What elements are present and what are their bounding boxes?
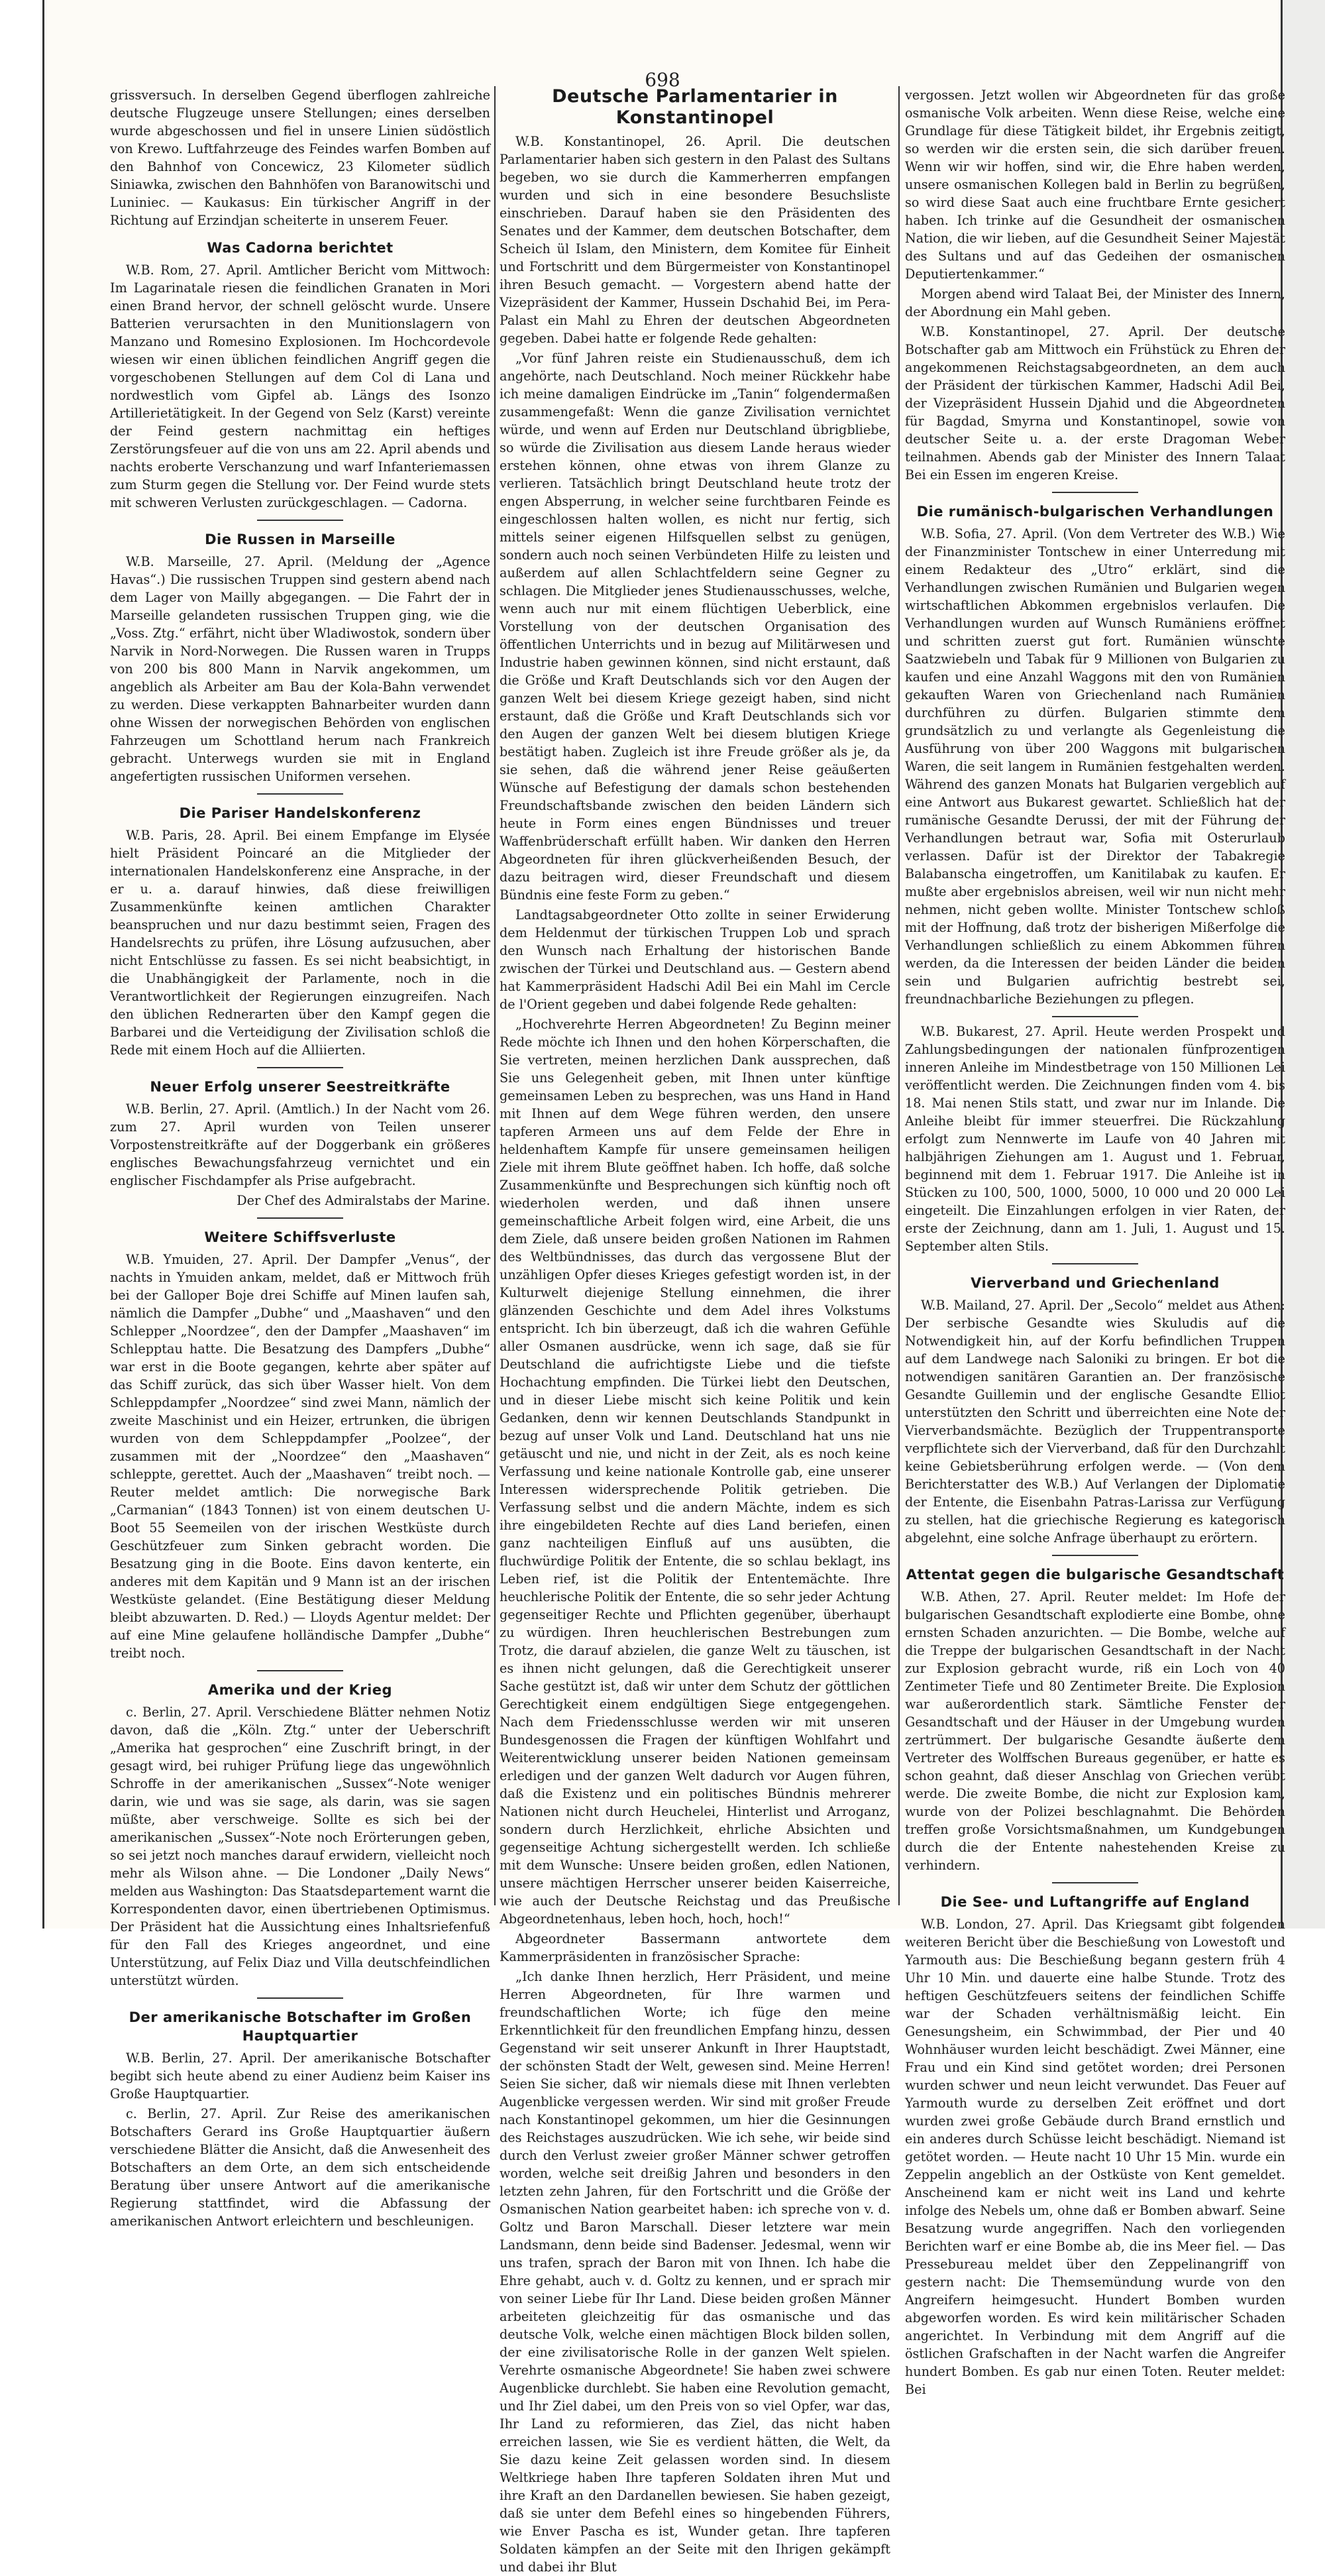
column-3-lead-2: Morgen abend wird Talaat Bei, der Minister des Innern, der Abordnung ein Mahl geben. bbox=[905, 286, 1285, 319]
column-1 bbox=[110, 86, 490, 2229]
article-separator bbox=[1052, 1882, 1138, 1883]
article-parlamentarier-text-4: „Hochverehrte Herren Abgeordneten! Zu Beginn meiner Rede möchte ich Ihnen und den hohen Körperschaften, die Sie vertreten, meinen herzlichen Dank aussprechen, daß Sie uns Gelegenheit geben, mit Ihnen unter künftige gemeinsamen Leben zu besprechen, was uns Hand in Hand mit Ihnen auf dem Wege führen werden, den unsere tapferen Armeen uns auf dem Felde der Ehre in heldenhaftem Kampfe für unsere gemeinsamen heiligen Ziele mit ihrem Blute geöffnet haben. Ich hoffe, daß solche Zusammenkünfte und Besprechungen sich künftig noch oft wiederholen werden, und daß ihnen unsere gemeinschaftliche Arbeit folgen wird, eine Arbeit, die uns dem Ziele, daß unsere beiden großen Nationen im Rahmen des Weltbündnisses, das durch das vergossene Blut der unzähligen Opfer dieses Krieges gefestigt worden ist, in der Kulturwelt diejenige Stellung einnehmen, die ihrer glänzenden Geschichte und dem Adel ihres Volkstums entspricht. Ich bin überzeugt, daß ich die wahren Gefühle aller Osmanen ausdrücke, wenn ich sage, daß sie für Deutschland die aufrichtigste Liebe und die tiefste Hochachtung empfinden. Die Türkei liebt den Deutschen, und in dieser Liebe mischt sich keine Politik und kein Gedanken, denn wir kennen Deutschlands Standpunkt in bezug auf unser Volk und Land. Deutschland hat uns nie getäuscht und nie, und nicht in der Zeit, als es noch keine Verfassung und keine nationale Kontrolle gab, eine unserer Interessen widersprechende Politik getrieben. Die Verfassung selbst und die andern Mächte, indem es sich ihre eingebildeten Rechte auf dies Land beriefen, einen ganz nachteiligen Einfluß auf uns ausübten, die fluchwürdige Politik der Entente, die so schlau beklagt, ins Leben rief, ist die Politik der Ententemächte. Ihre heuchlerische Politik der Entente, die so sehr jeder Achtung gegenseitiger Rechte und Pflichten gegenüber, überhaupt zu würdigen. Ihren heuchlerischen Bestrebungen zum Trotz, die darauf abzielen, die ganze Welt zu täuschen, ist es ihnen nicht gelungen, daß die Gerechtigkeit unserer Sache gestützt ist, daß wir unter dem Schutz der göttlichen Gerechtigkeit einem endgültigen Siege entgegengehen. Nach dem Friedensschlusse werden wir mit unseren Bundesgenossen die Fragen der künftigen Wohlfahrt und Weiterentwicklung unserer beiden Nationen gemeinsam erledigen und der ganzen Welt dadurch vor Augen führen, daß die Existenz und ein politisches Bündnis mehrerer Nationen nicht durch Heuchelei, Hinterlist und Arroganz, sondern durch Herzlichkeit, ehrliche Absichten und gegenseitige Achtung sichergestellt werden. Ich schließe mit dem Wunsche: Unsere beiden großen, edlen Nationen, unsere mächtigen Herrscher unserer beiden Kaiserreiche, wie auch der Deutsche Reichstag und das Preußische Abgeordnetenhaus, leben hoch, hoch, hoch!“ bbox=[500, 1017, 890, 1927]
article-vierverband-griechenland-text: W.B. Mailand, 27. April. Der „Secolo“ meldet aus Athen: Der serbische Gesandte wies Skuludis auf die Notwendigkeit hin, auf der Korfu befindlichen Truppen auf dem Landwege nach Saloniki zu bringen. Er bot die notwendigen sanitären Garantien an. Der französische Gesandte Guillemin und der englische Gesandte Elliot unterstützten den Schritt und überreichten eine Note der Vierverbandsmächte. Bezüglich der Truppentransporte verpflichtete sich der Vierverband, daß für den Durchzahlt keine Gebietsberührung erfolgen werde. — (Von dem Berichterstatter des W.B.) Auf Verlangen der Diplomatie der Entente, die Eisenbahn Patras-Larissa zur Verfügung zu stellen, hat die griechische Regierung es kategorisch abgelehnt, eine solche Anfrage überhaupt zu erörtern. bbox=[905, 1298, 1285, 1545]
headline-parlamentarier-konstantinopel: Deutsche Parlamentarier in Konstantinopel bbox=[552, 86, 838, 128]
article-parlamentarier-text-1: W.B. Konstantinopel, 26. April. Die deutschen Parlamentarier haben sich gestern in den Palast des Sultans begeben, wo sie durch die Kammerherren empfangen wurden und sich in eine besondere Besuchsliste einschrieben. Darauf haben sie den Präsidenten des Senates und der Kammer, dem deutschen Botschafter, dem Scheich ül Islam, den Ministern, dem Komitee für Einheit und Fortschritt und dem Bürgermeister von Konstantinopel ihren Besuch gemacht. — Vorgestern abend hatte der Vizepräsident der Kammer, Hussein Dschahid Bei, im Pera-Palast ein Mahl zu Ehren der deutschen Abgeordneten gegeben. Dabei hatte er folgende Rede gehalten: bbox=[500, 134, 890, 346]
headline-rumaenisch-bulgarisch: Die rumänisch-bulgarischen Verhandlungen bbox=[916, 504, 1274, 520]
page-number: 698 bbox=[645, 69, 680, 91]
article-luftangriffe-england-text: W.B. London, 27. April. Das Kriegsamt gibt folgenden weiteren Bericht über die Beschießung von Lowestoft und Yarmouth aus: Die Beschießung begann gestern früh 4 Uhr 10 Min. und dauerte eine halbe Stunde. Trotz des heftigen Geschützfeuers seitens der feindlichen Schiffe war der Schaden verhältnismäßig leicht. Ein Genesungsheim, ein Schwimmbad, der Pier und 40 Wohnhäuser wurden leicht beschädigt. Zwei Männer, eine Frau und ein Kind sind getötet worden; drei Personen wurden schwer und neun leicht verwundet. Das Feuer auf Yarmouth wurde zu derselben Zeit eröffnet und dort wurden zwei große Gebäude durch Brand ernstlich und ein anderes durch Schüsse leicht beschädigt. Niemand ist getötet worden. — Heute nacht 10 Uhr 15 Min. wurde ein Zeppelin angeblich an der Ostküste von Kent gemeldet. Anscheinend kam er nicht weit ins Land und kehrte infolge des Nebels um, ohne daß er Bomben abwarf. Seine Besatzung wurde angegriffen. Nach den vorliegenden Berichten warf er eine Bombe ab, die ins Meer fiel. — Das Pressebureau meldet über den Zeppelinangriff von gestern nacht: Die Themsemündung wurde von den Angreifern heimgesucht. Hundert Bomben wurden abgeworfen worden. Es wird kein militärischer Schaden angerichtet. In Verbindung mit dem Angriff auf die östlichen Grafschaften in der Nacht warfen die Angreifer hundert Bomben. Es gab nur einen Toten. Reuter meldet: Bei bbox=[905, 1917, 1285, 2397]
headline-schiffsverluste: Weitere Schiffsverluste bbox=[204, 1229, 396, 1245]
article-botschafter-text-1: W.B. Berlin, 27. April. Der amerikanische Botschafter begibt sich heute abend zu einer Audienz beim Kaiser ins Große Hauptquartier. bbox=[110, 2050, 490, 2101]
article-separator bbox=[1052, 1555, 1138, 1556]
article-cadorna-text: W.B. Rom, 27. April. Amtlicher Bericht vom Mittwoch: Im Lagarinatale riesen die feindlichen Granaten in Mori einen Brand hervor, der schnell gelöscht wurde. Unsere Batterien verursachten in den Munitionslagern von Manzano und Romesino Explosionen. Im Hochcordevole wiesen wir einen üblichen feindlichen Angriff gegen die vorgeschobenen Stellungen auf dem Col di Lana und nordwestlich vom Gipfel ab. Längs des Isonzo Artillerietätigkeit. In der Gegend von Selz (Karst) vereinte der Feind gestern nachmittag ein heftiges Zerstörungsfeuer auf die von uns am 22. April abends und nachts eroberte Verschanzung und warf Infanteriemassen zum Sturm gegen die Stellung vor. Der Feind wurde stets mit schweren Verlusten zurückgeschlagen. — Cadorna. bbox=[110, 262, 490, 510]
article-schiffsverluste-text: W.B. Ymuiden, 27. April. Der Dampfer „Venus“, der nachts in Ymuiden ankam, meldet, daß er Mittwoch früh bei der Galloper Boje drei Schiffe auf Minen laufen sah, nämlich die Dampfer „Dubhe“ und „Maashaven“ und den Schlepper „Noordzee“, den der Dampfer „Maashaven“ im Schlepptau hatte. Die Besatzung des Dampfers „Dubhe“ war erst in die Boote gegangen, kehrte aber später auf das Schiff zurück, das sich über Wasser hielt. Von dem Schleppdampfer „Noordzee“ sind zwei Mann, nämlich der zweite Maschinist und ein Heizer, ertrunken, die übrigen wurden von dem Schleppdampfer „Poolzee“, der zusammen mit der „Noordzee“ den „Maashaven“ schleppte, gerettet. Auch der „Maashaven“ treibt noch. — Reuter meldet amtlich: Die norwegische Bark „Carmanian“ (1843 Tonnen) ist von einem deutschen U-Boot 55 Seemeilen von der irischen Westküste durch Geschützfeuer zum Sinken gebracht worden. Die Besatzung ging in die Boote. Eins davon kenterte, ein anderes mit dem Kapitän und 9 Mann ist an der irischen Westküste gelandet. (Eine Bestätigung dieser Meldung bleibt abzuwarten. D. Red.) — Lloyds Agentur meldet: Der auf eine Mine gelaufene holländische Dampfer „Dubhe“ treibt noch. bbox=[110, 1252, 490, 1661]
article-separator bbox=[1052, 492, 1138, 493]
article-attentat-gesandtschaft-text: W.B. Athen, 27. April. Reuter meldet: Im Hofe der bulgarischen Gesandtschaft explodierte eine Bombe, ohne ernsten Schaden anzurichten. — Die Bombe, welche auf die Treppe der bulgarischen Gesandtschaft in der Nacht zur Explosion gebracht wurde, riß ein Loch von 40 Zentimeter Tiefe und 80 Zentimeter Breite. Die Explosion war außerordentlich stark. Sämtliche Fenster der Gesandtschaft und der Häuser in der Umgebung wurden zertrümmert. Der bulgarische Gesandte äußerte dem Vertreter des Wolffschen Bureaus gegenüber, er hatte es schon geahnt, daß dieser Anschlag von Griechen verübt werde. Die zweite Bombe, die nicht zur Explosion kam, wurde von der Polizei beschlagnahmt. Die Behörden treffen große Vorsichtsmaßnahmen, um Kundgebungen durch die der Entente nahestehenden Kreise zu verhindern. bbox=[905, 1589, 1285, 1873]
article-separator bbox=[257, 1217, 343, 1219]
headline-botschafter-hauptquartier: Der amerikanische Botschafter im Großen Hauptquartier bbox=[129, 2009, 472, 2044]
headline-pariser-handelskonferenz: Die Pariser Handelskonferenz bbox=[179, 805, 421, 821]
article-seestreitkraefte-text: W.B. Berlin, 27. April. (Amtlich.) In der Nacht vom 26. zum 27. April wurden von Teilen unserer Vorpostenstreitkräfte auf der Doggerbank ein größeres englisches Bewachungsfahrzeug vernichtet und ein englischer Fischdampfer als Prise aufgebracht. bbox=[110, 1101, 490, 1188]
headline-attentat-gesandtschaft: Attentat gegen die bulgarische Gesandtschaft bbox=[906, 1567, 1285, 1583]
article-parlamentarier-text-3: Landtagsabgeordneter Otto zollte in seiner Erwiderung dem Heldenmut der türkischen Truppen Lob und sprach den Wunsch nach Erhaltung der historischen Bande zwischen der Türkei und Deutschland aus. — Gestern abend hat Kammerpräsident Hadschi Adil Bei ein Mahl im Cercle de l'Orient gegeben und dabei folgende Rede gehalten: bbox=[500, 907, 890, 1012]
article-separator bbox=[257, 1997, 343, 1999]
article-separator bbox=[257, 1670, 343, 1671]
article-seestreitkraefte-signature: Der Chef des Admiralstabs der Marine. bbox=[237, 1193, 490, 1208]
column-3-lead-1: vergossen. Jetzt wollen wir Abgeordneten für das große osmanische Volk arbeiten. Wenn diese Reise, welche eine Grundlage für diese Tätigkeit bildet, ihr Ergebnis zeitigt, so werden wir die ersten sein, die sich darüber freuen. Wenn wir wir hoffen, sind wir, die Ehre haben werden, unsere osmanischen Kollegen bald in Berlin zu begrüßen, so wird diese Saat auch eine fruchtbare Ernte gesichert haben. Ich trinke auf die Gesundheit der osmanischen Nation, die wir lieben, auf die Gesundheit Seiner Majestät des Sultans und auf das Gedeihen der osmanischen Deputiertenkammer.“ bbox=[905, 87, 1285, 282]
headline-russen-marseille: Die Russen in Marseille bbox=[205, 532, 396, 547]
headline-cadorna: Was Cadorna berichtet bbox=[207, 240, 394, 256]
left-scan-margin bbox=[0, 0, 44, 1929]
article-separator bbox=[257, 793, 343, 795]
column-3-lead-3: W.B. Konstantinopel, 27. April. Der deutsche Botschafter gab am Mittwoch ein Frühstück zu Ehren der angekommenen Reichstagsabgeordneten, an dem auch der Präsident der türkischen Kammer, Hadschi Adil Bei, der Vizepräsident Hussein Djahid und die Abgeordneten für Bagdad, Smyrna und Konstantinopel, sowie von deutscher Seite u. a. der erste Dragoman Weber teilnahmen. Abends gab der Minister des Innern Talaat Bei ein Essen im engeren Kreise. bbox=[905, 324, 1285, 482]
article-separator bbox=[1052, 1016, 1138, 1017]
column-3 bbox=[905, 86, 1285, 2397]
article-botschafter-text-2: c. Berlin, 27. April. Zur Reise des amerikanischen Botschafters Gerard ins Große Hauptquartier äußern verschiedene Blätter die Ansicht, daß die Anwesenheit des Botschafters an dem Orte, an dem sich entscheidende Beratung über unsere Antwort auf die amerikanische Regierung stattfindet, wird die Abfassung der amerikanischen Antwort erleichtern und beschleunigen. bbox=[110, 2106, 490, 2229]
article-parlamentarier-text-5: Abgeordneter Bassermann antwortete dem Kammerpräsidenten in französischer Sprache: bbox=[500, 1931, 890, 1964]
article-parlamentarier-text-2: „Vor fünf Jahren reiste ein Studienausschuß, dem ich angehörte, nach Deutschland. Noch meiner Rückkehr habe ich meine damaligen Eindrücke im „Tanin“ folgendermaßen zusammengefaßt: Wenn die ganze Zivilisation vernichtet würde, und wenn auf Erden nur Deutschland übrigbliebe, so würde die Zivilisation aus diesem Lande heraus wieder erstehen können, ohne etwas von ihrem Glanze zu verlieren. Tatsächlich bringt Deutschland heute trotz der engen Absperrung, in welcher seine furchtbaren Feinde es eingeschlossen halten wollen, es nicht nur fertig, sich mittels seiner eigenen Hilfsquellen selbst zu genügen, sondern auch noch seinen Verbündeten Hilfe zu leisten und außerdem auf allen Schlachtfeldern seine Gegner zu schlagen. Die Mitglieder jenes Studienausschusses, welche, wenn auch nur mit einem flüchtigen Ueberblick, eine Vorstellung von der deutschen Organisation des öffentlichen Unterrichts und in bezug auf Militärwesen und Industrie haben gewinnen können, sind nicht erstaunt, daß die Größe und Kraft Deutschlands sich vor den Augen der ganzen Welt bei diesem Kriege gezeigt haben, sind nicht erstaunt, daß die Größe und Kraft Deutschlands sich vor den Augen der ganzen Welt bei diesem blutigen Kriege bestätigt haben. Zugleich ist ihre Freude größer als je, da sie sehen, daß die während jener Reise geäußerten Wünsche auf Befestigung der damals schon bestehenden Freundschaftsbande zwischen den beiden Ländern sich heute in Form eines engen Bündnisses und treuer Waffenbrüderschaft erfüllt haben. Wir danken den Herren Abgeordneten für ihren glückverheißenden Besuch, der dazu beitragen wird, dieser Freundschaft und diesem Bündnis eine feste Form zu geben.“ bbox=[500, 351, 890, 903]
column-rule-2 bbox=[898, 86, 900, 1905]
article-pariser-handelskonferenz-text: W.B. Paris, 28. April. Bei einem Empfange im Elysée hielt Präsident Poincaré an die Mitglieder der internationalen Handelskonferenz eine Ansprache, in der er u. a. darauf hinwies, daß diese freiwilligen Zusammenkünfte keinen amtlichen Charakter beanspruchen und nur dazu bestimmt seien, Fragen des Handelsrechts zu prüfen, ihre Lösung aufzusuchen, aber nicht Entschlüsse zu fassen. Es sei nicht beabsichtigt, in die Unabhängigkeit der Parlamente, noch in die Verantwortlichkeit der Regierungen einzugreifen. Nach den üblichen Rednerarten über den Kampf gegen die Barbarei und die Verteidigung der Zivilisation schloß die Rede mit einem Hoch auf die Alliierten. bbox=[110, 828, 490, 1058]
article-rumaenisch-bulgarisch-text-1: W.B. Sofia, 27. April. (Von dem Vertreter des W.B.) Wie der Finanzminister Tontschew in einer Unterredung mit einem Redakteur des „Utro“ erklärt, sind die Verhandlungen zwischen Rumänien und Bulgarien wegen wirtschaftlichen Abkommen ergebnislos verlaufen. Die Verhandlungen wurden auf Wunsch Rumäniens eröffnet und schritten zuerst gut fort. Rumänien wünschte Saatzwiebeln und Tabak für 9 Millionen von Bulgarien zu kaufen und eine Anzahl Waggons mit den von Rumänien gekauften Waren von Griechenland nach Rumänien durchführen zu dürfen. Bulgarien stimmte dem grundsätzlich zu und verlangte als Gegenleistung die Ausführung von über 200 Waggons mit bulgarischen Waren, die seit langem in Rumänien festgehalten werden. Während des ganzen Monats hat Bulgarien vergeblich auf eine Antwort aus Bukarest gewartet. Schließlich hat der rumänische Gesandte Derussi, der mit der Führung der Verhandlungen betraut war, Sofia mit Osterurlaub verlassen. Dafür ist der Direktor der Tabakregie Balabanscha eingetroffen, um Kanitilabak zu kaufen. Er mußte aber ergebnislos abreisen, weil wir nun nicht mehr nehmen, nicht geben wollte. Minister Tontschew schloß mit der Hoffnung, daß trotz der bisherigen Mißerfolge die Verhandlungen schließlich zu einem Abkommen führen werden, da die Interessen der beiden Länder die beiden sein und Bulgarien aufrichtig bestrebt sei, freundnachbarliche Beziehungen zu pflegen. bbox=[905, 526, 1285, 1007]
headline-amerika-krieg: Amerika und der Krieg bbox=[207, 1682, 393, 1698]
column-rule-1 bbox=[494, 86, 496, 1905]
headline-seestreitkraefte: Neuer Erfolg unserer Seestreitkräfte bbox=[150, 1079, 450, 1095]
article-russen-marseille-text: W.B. Marseille, 27. April. (Meldung der „Agence Havas“.) Die russischen Truppen sind gestern abend nach dem Lager von Mailly abgegangen. — Die Fahrt der in Marseille gelandeten russischen Truppen ging, wie die „Voss. Ztg.“ erfährt, nicht über Wladiwostok, sondern über Narvik in Nord-Norwegen. Die Russen waren in Trupps von 200 bis 800 Mann in Narvik angekommen, um angeblich als Arbeiter am Bau der Kola-Bahn verwendet zu werden. Diese verkappten Bahnarbeiter wurden dann ohne Wissen der norwegischen Behörden von englischen Fahrzeugen um Schottland herum nach Frankreich gebracht. Unterwegs wurden sie mit in England angefertigten russischen Uniformen versehen. bbox=[110, 554, 490, 784]
article-amerika-krieg-text: c. Berlin, 27. April. Verschiedene Blätter nehmen Notiz davon, daß die „Köln. Ztg.“ unter der Ueberschrift „Amerika hat gesprochen“ eine Zuschrift bringt, in der gesagt wird, bei ruhiger Prüfung liege das ungewöhnlich Schroffe in der amerikanischen „Sussex“-Note weniger darin, wie und was sie sage, als darin, was sie sagen müßte, aber verschweige. Sollte es sich bei der amerikanischen „Sussex“-Note noch Erörterungen geben, so sei jetzt noch manches darauf erwidern, vielleicht noch mehr als Wilson ahne. — Die Londoner „Daily News“ melden aus Washington: Das Staatsdepartement warnt die Korrespondenten davor, einen übertriebenen Optimismus. Der Präsident hat die Aussichtung eines Inhaltsriefenfuß für den Fall des Krieges angeordnet, und eine Unterstützung, auf Felix Diaz und Villa deutschfeindlichen unterstützt würden. bbox=[110, 1705, 490, 1988]
article-separator bbox=[257, 1067, 343, 1068]
article-rumaenisch-bulgarisch-text-2: W.B. Bukarest, 27. April. Heute werden Prospekt und Zahlungsbedingungen der nationalen fünfprozentigen inneren Anleihe im Mindestbetrage von 150 Millionen Lei veröffentlicht werden. Die Zeichnungen finden vom 4. bis 18. Mai nenen Stils statt, und zwar nur im Inlande. Die Anleihe bleibt für immer steuerfrei. Die Rückzahlung erfolgt zum Nennwerte im Laufe von 40 Jahren mit halbjährigen Ziehungen am 1. August und 1. Februar, beginnend mit dem 1. Februar 1917. Die Anleihe ist in Stücken zu 100, 500, 1000, 5000, 10 000 und 20 000 Lei eingeteilt. Die Einzahlungen erfolgen in vier Raten, der erste der Zeichnung, dann am 1. Juli, 1. August und 15. September alten Stils. bbox=[905, 1024, 1285, 1254]
headline-vierverband-griechenland: Vierverband und Griechenland bbox=[971, 1275, 1220, 1291]
article-separator bbox=[1052, 1263, 1138, 1264]
column-2 bbox=[500, 86, 890, 2575]
article-separator bbox=[257, 520, 343, 521]
right-scan-margin bbox=[1281, 0, 1325, 1929]
column-1-lead: grissversuch. In derselben Gegend überflogen zahlreiche deutsche Flugzeuge unsere Stellungen; eines derselben wurde abgeschossen und fiel in unsere Linien südöstlich von Krewo. Luftfahrzeuge des Feindes warfen Bomben auf den Bahnhof von Concewicz, 23 Kilometer südlich Siniawka, zwischen den Bahnhöfen von Baranowitschi und Luniniec. — Kaukasus: Ein türkischer Angriff in der Richtung auf Erzindjan scheiterte in unserem Feuer. bbox=[110, 87, 490, 228]
headline-luftangriffe-england: Die See- und Luftangriffe auf England bbox=[940, 1894, 1250, 1910]
article-parlamentarier-text-6: „Ich danke Ihnen herzlich, Herr Präsident, und meine Herren Abgeordneten, für Ihre warmen und freundschaftlichen Worte; ich füge den meine Erkenntlichkeit für den freundlichen Empfang hinzu, dessen Gegenstand wir seit unserer Ankunft in Ihrer Hauptstadt, der schönsten Stadt der Welt, gewesen sind. Meine Herren! Seien Sie sicher, daß wir niemals diese mit Ihnen verlebten Augenblicke vergessen werden. Wir sind mit großer Freude nach Konstantinopel gekommen, um hier die Gesinnungen des Reichstages auszudrücken. Wie ich sehe, wir beide sind durch den Verlust zweier großer Männer schwer getroffen worden, welche seit dreißig Jahren und besonders in den letzten zehn Jahren, für den Fortschritt und die Größe der Osmanischen Nation gearbeitet haben: ich spreche von v. d. Goltz und Baron Marschall. Dieser letztere war mein Landsmann, denn beide sind Badenser. Jedesmal, wenn wir uns trafen, sprach der Baron mit von Ihnen. Ich habe die Ehre gehabt, auch v. d. Goltz zu kennen, und er sprach mir von seiner Liebe für Ihr Land. Diese beiden großen Männer arbeiteten gleichzeitig für das osmanische und das deutsche Volk, welche einen mächtigen Block bilden sollen, der eine zivilisatorische Rolle in der ganzen Welt spielen. Verehrte osmanische Abgeordnete! Sie haben zwei schwere Augenblicke durchlebt. Sie haben eine Revolution gemacht, und Ihr Ziel dabei, um den Preis von so viel Opfer, war das, Ihr Land zu reformieren, das Ziel, das nicht haben erreichen lassen, wie Sie es verdient hätten, die Welt, da Sie dazu keine Zeit gelassen worden sind. In diesem Weltkriege haben Ihre tapferen Soldaten ihren Mut und ihre Kraft an den Dardanellen bewiesen. Sie haben gezeigt, daß sie unter dem Befehl eines so hingebenden Führers, wie Enver Pascha es ist, Wunder getan. Ihre tapferen Soldaten kämpfen an der Seite mit den Ihrigen gekämpft und dabei ihr Blut bbox=[500, 1969, 890, 2575]
